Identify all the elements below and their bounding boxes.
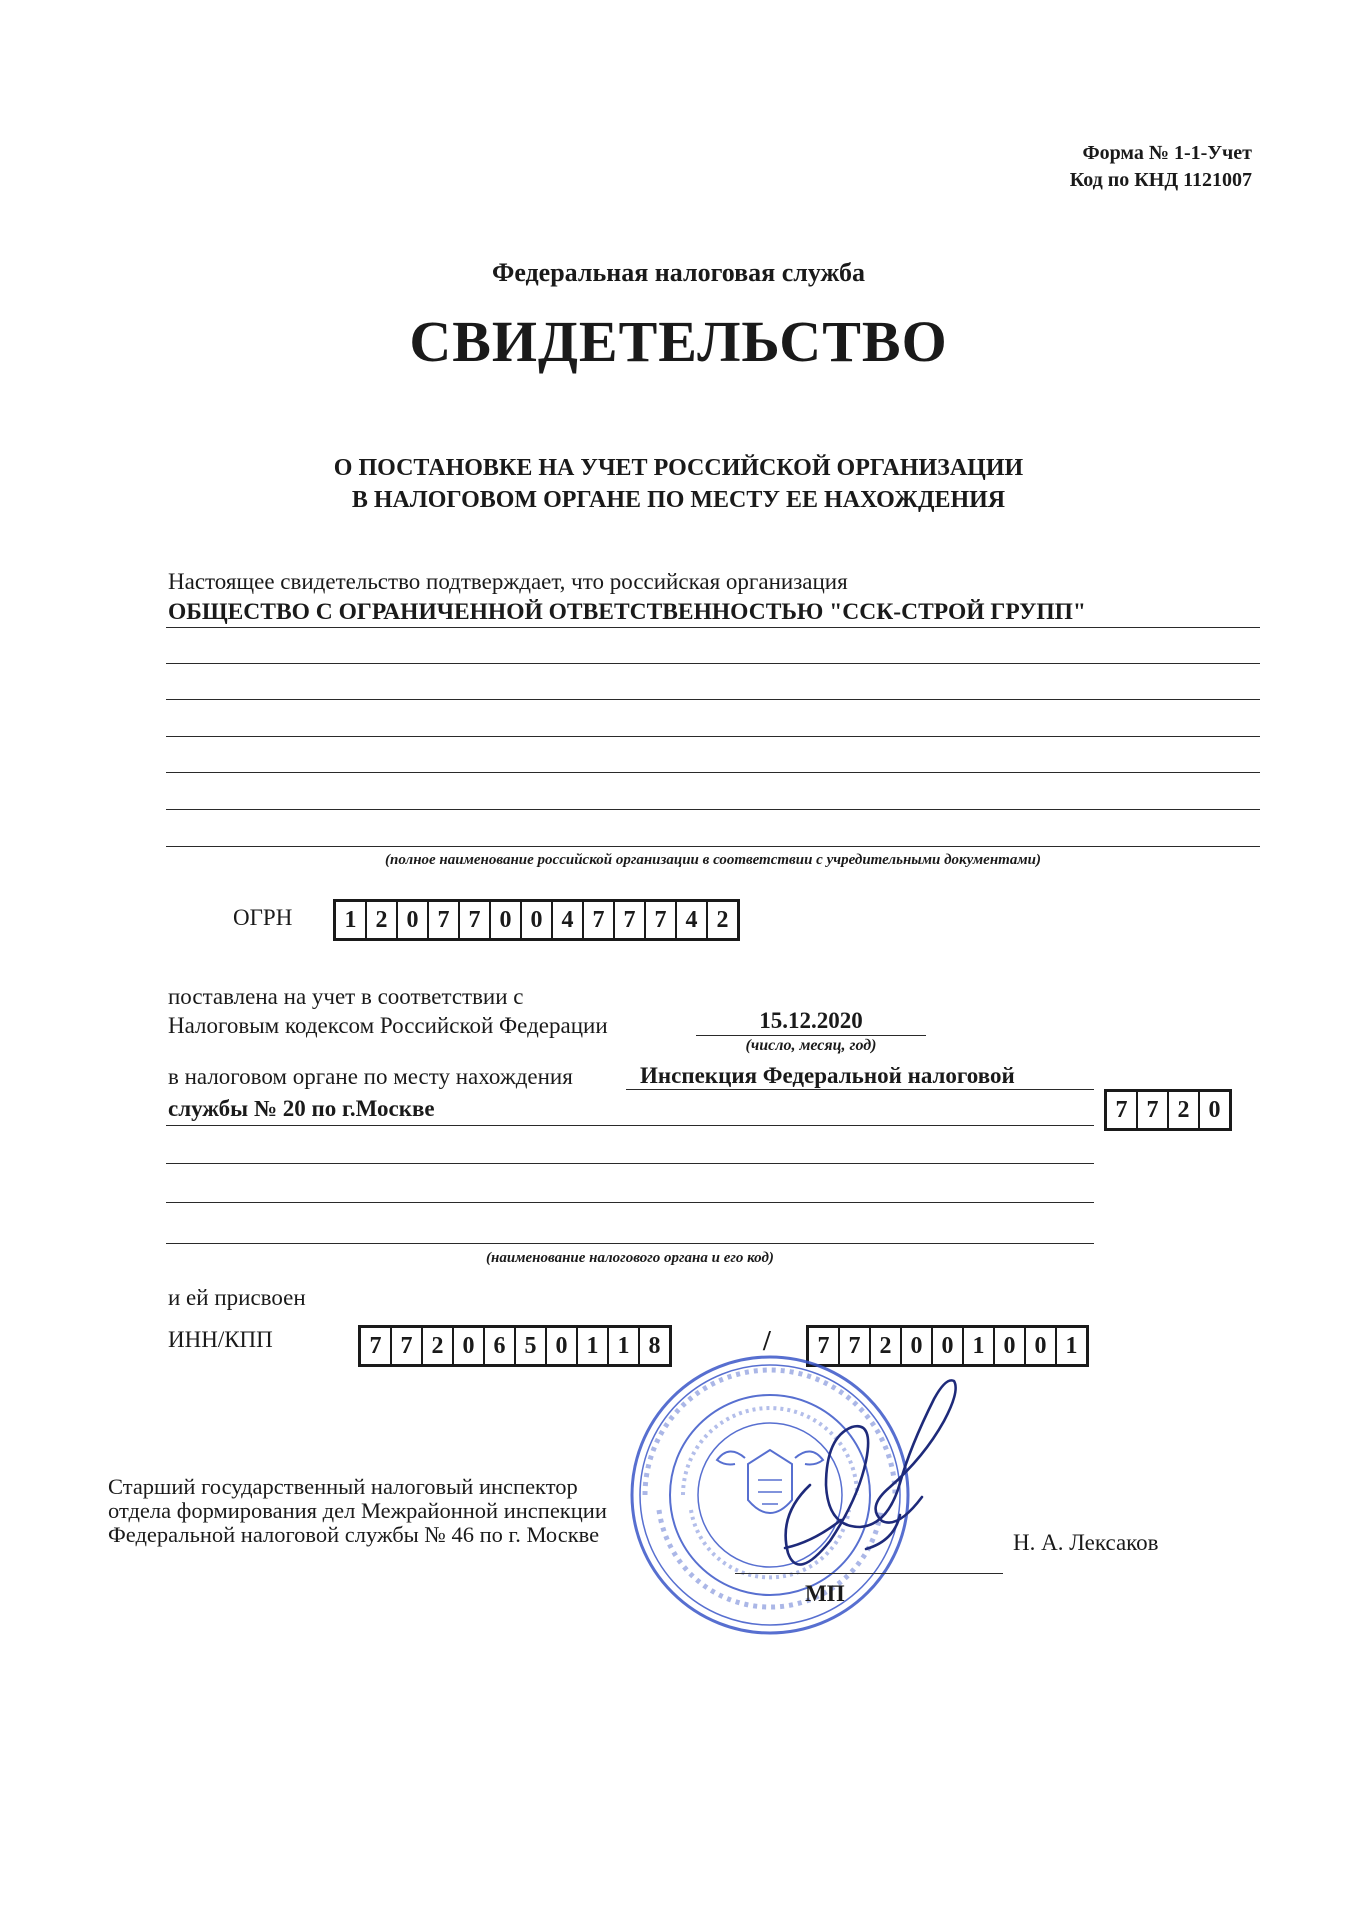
registration-line-2: Налоговым кодексом Российской Федерации	[168, 1013, 608, 1038]
inn-digit: 2	[423, 1328, 454, 1364]
org-line-6	[166, 809, 1260, 810]
ogrn-code	[333, 899, 740, 941]
organization-name: ОБЩЕСТВО С ОГРАНИЧЕННОЙ ОТВЕТСТВЕННОСТЬЮ "ССК-СТРОЙ ГРУПП"	[168, 599, 1086, 625]
organization-name-note: (полное наименование российской организации в соответствии с учредительными документами)	[385, 852, 1041, 868]
kpp-digit: 1	[1065, 1333, 1078, 1359]
inn-digit: 0	[454, 1328, 485, 1364]
inn-digit: 0	[547, 1328, 578, 1364]
tax-authority-code	[1104, 1089, 1232, 1131]
inn-digit: 5	[516, 1328, 547, 1364]
kpp-digit: 7	[840, 1328, 871, 1364]
kpp-digit: 0	[1026, 1328, 1057, 1364]
inn-digit: 7	[392, 1328, 423, 1364]
organization-intro: Настоящее свидетельство подтверждает, что российская организация	[168, 569, 848, 594]
document-title: СВИДЕТЕЛЬСТВО	[409, 309, 948, 374]
signature-line	[735, 1573, 1003, 1574]
subtitle-line-2: В НАЛОГОВОМ ОРГАНЕ ПО МЕСТУ ЕЕ НАХОЖДЕНИЯ	[351, 487, 1006, 513]
authority-code-digit: 0	[1208, 1097, 1221, 1123]
ogrn-digit: 0	[398, 902, 429, 938]
signatory-line-1: Старший государственный налоговый инспектор	[108, 1474, 578, 1499]
agency-name: Федеральная налоговая служба	[491, 258, 865, 287]
kpp-digit: 0	[933, 1328, 964, 1364]
org-line-2	[166, 663, 1260, 664]
ogrn-digit: 2	[367, 902, 398, 938]
ogrn-digit: 7	[615, 902, 646, 938]
signatory-title	[108, 1475, 607, 1547]
date-line	[696, 1035, 926, 1036]
tax-authority-note: (наименование налогового органа и его код)	[486, 1250, 774, 1266]
mp-label: МП	[805, 1581, 845, 1606]
form-meta	[1070, 140, 1252, 194]
tax-authority-prefix: в налоговом органе по месту нахождения	[168, 1064, 573, 1089]
tax-authority-name-1: Инспекция Федеральной налоговой	[640, 1063, 1015, 1088]
signatory-line-2: отдела формирования дел Межрайонной инспекции	[108, 1498, 607, 1523]
org-line-7	[166, 846, 1260, 847]
org-line-4	[166, 736, 1260, 737]
kpp-digit: 7	[809, 1328, 840, 1364]
signature	[735, 1350, 995, 1600]
authority-line-1	[626, 1089, 1094, 1090]
org-line-5	[166, 772, 1260, 773]
kpp-digit: 2	[871, 1328, 902, 1364]
form-number: Форма № 1-1-Учет	[1082, 142, 1252, 164]
authority-line-4	[166, 1202, 1094, 1203]
kpp-digit: 1	[964, 1328, 995, 1364]
tax-authority-name-2: службы № 20 по г.Москве	[168, 1096, 435, 1121]
ogrn-digit: 1	[336, 902, 367, 938]
ogrn-digit: 0	[522, 902, 553, 938]
inn-digit: 1	[609, 1328, 640, 1364]
inn-kpp-label: ИНН/КПП	[168, 1327, 273, 1352]
authority-line-3	[166, 1163, 1094, 1164]
ogrn-digit: 7	[429, 902, 460, 938]
subtitle-line-1: О ПОСТАНОВКЕ НА УЧЕТ РОССИЙСКОЙ ОРГАНИЗАЦИИ	[333, 455, 1024, 481]
org-line-1	[166, 627, 1260, 628]
ogrn-digit: 0	[491, 902, 522, 938]
registration-line-1: поставлена на учет в соответствии с	[168, 984, 524, 1009]
ogrn-digit: 7	[584, 902, 615, 938]
ogrn-label: ОГРН	[233, 905, 293, 930]
ogrn-digit: 4	[553, 902, 584, 938]
ogrn-digit: 7	[646, 902, 677, 938]
ogrn-digit: 7	[460, 902, 491, 938]
ogrn-digit: 2	[716, 907, 729, 933]
assignment-label: и ей присвоен	[168, 1285, 306, 1310]
document-subtitle	[0, 452, 1357, 516]
authority-code-digit: 7	[1138, 1092, 1169, 1128]
authority-line-2	[166, 1125, 1094, 1126]
authority-code-digit: 7	[1107, 1092, 1138, 1128]
kpp-digit: 0	[902, 1328, 933, 1364]
date-note: (число, месяц, год)	[745, 1037, 877, 1054]
ogrn-digit: 4	[677, 902, 708, 938]
inn-kpp-separator: /	[763, 1326, 771, 1357]
registration-date: 15.12.2020	[759, 1008, 863, 1033]
signatory-name: Н. А. Лексаков	[1013, 1530, 1159, 1555]
kpp-digit: 0	[995, 1328, 1026, 1364]
inn-digit: 1	[578, 1328, 609, 1364]
knd-code: Код по КНД 1121007	[1069, 169, 1252, 191]
org-line-3	[166, 699, 1260, 700]
inn-digit: 6	[485, 1328, 516, 1364]
authority-line-5	[166, 1243, 1094, 1244]
signatory-line-3: Федеральной налоговой службы № 46 по г. Москве	[108, 1522, 600, 1547]
inn-digit: 7	[361, 1328, 392, 1364]
inn-digit: 8	[648, 1333, 661, 1359]
authority-code-digit: 2	[1169, 1092, 1200, 1128]
